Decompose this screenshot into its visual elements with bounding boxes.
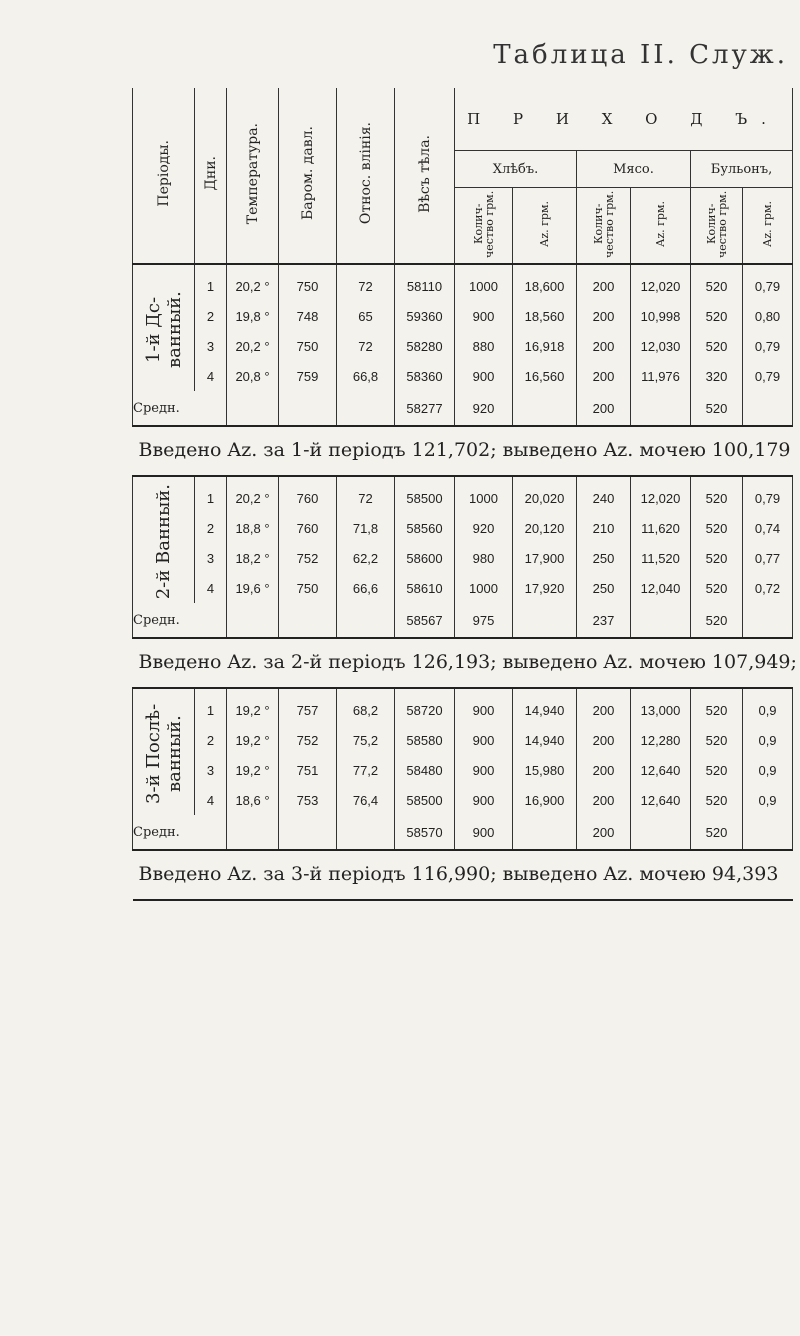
meat-az-header: Аz. грм. [631, 188, 691, 265]
weight-cell: 58610 [395, 573, 455, 603]
broth-az-cell: 0,9 [743, 725, 793, 755]
broth-qty-cell: 520 [691, 301, 743, 331]
average-label: Средн. [133, 391, 227, 426]
broth-qty-header: Колич- чество грм. [691, 188, 743, 265]
broth-qty-cell: 520 [691, 755, 743, 785]
table-row [133, 513, 793, 543]
weight-cell: 58560 [395, 513, 455, 543]
bread-qty-cell: 900 [455, 688, 513, 725]
weight-cell: 58480 [395, 755, 455, 785]
temperature-cell: 18,6 ° [227, 785, 279, 815]
period-label-cell: 3-й Послѣ-ванный. [133, 688, 195, 815]
average-bread-qty-cell: 975 [455, 603, 513, 638]
average-temperature-cell [227, 391, 279, 426]
average-meat-qty-cell: 200 [577, 815, 631, 850]
table-row [133, 543, 793, 573]
meat-az-cell: 11,976 [631, 361, 691, 391]
period-summary-text: Введено Az. за 2-й періодъ 126,193; выведено Az. мочею 107,949; [133, 638, 793, 688]
temperature-cell: 18,2 ° [227, 543, 279, 573]
average-label: Средн. [133, 603, 227, 638]
humidity-cell: 72 [337, 476, 395, 513]
broth-qty-cell: 520 [691, 573, 743, 603]
table-row [133, 573, 793, 603]
barometer-cell: 750 [279, 264, 337, 301]
table-row [133, 785, 793, 815]
bread-qty-cell: 900 [455, 361, 513, 391]
barometer-cell: 759 [279, 361, 337, 391]
humidity-cell: 72 [337, 331, 395, 361]
bread-az-cell: 16,900 [513, 785, 577, 815]
average-broth-az-cell [743, 603, 793, 638]
meat-qty-cell: 210 [577, 513, 631, 543]
meat-az-cell: 13,000 [631, 688, 691, 725]
broth-az-cell: 0,72 [743, 573, 793, 603]
meat-qty-cell: 200 [577, 725, 631, 755]
weight-cell: 58500 [395, 785, 455, 815]
meat-qty-cell: 200 [577, 264, 631, 301]
meat-qty-cell: 200 [577, 755, 631, 785]
broth-az-cell: 0,77 [743, 543, 793, 573]
broth-az-cell: 0,79 [743, 361, 793, 391]
period-label-cell: 1-й Дс-ванный. [133, 264, 195, 391]
temperature-cell: 19,8 ° [227, 301, 279, 331]
barometer-cell: 750 [279, 331, 337, 361]
weight-cell: 58580 [395, 725, 455, 755]
barometer-cell: 748 [279, 301, 337, 331]
humidity-cell: 77,2 [337, 755, 395, 785]
bread-az-cell: 18,560 [513, 301, 577, 331]
col-temperature: Температура. [227, 88, 279, 264]
average-weight-cell: 58277 [395, 391, 455, 426]
weight-cell: 58360 [395, 361, 455, 391]
average-meat-qty-cell: 237 [577, 603, 631, 638]
humidity-cell: 65 [337, 301, 395, 331]
table-body [133, 264, 797, 900]
average-barometer-cell [279, 815, 337, 850]
meat-header: Мясо. [577, 151, 691, 188]
meat-az-cell: 12,640 [631, 785, 691, 815]
broth-az-cell: 0,74 [743, 513, 793, 543]
bread-az-cell: 14,940 [513, 725, 577, 755]
day-cell: 1 [195, 688, 227, 725]
day-cell: 4 [195, 573, 227, 603]
humidity-cell: 66,8 [337, 361, 395, 391]
col-weight: Вѣсъ тѣла. [395, 88, 455, 264]
data-table-container [132, 88, 797, 901]
humidity-cell: 72 [337, 264, 395, 301]
col-days: Дни. [195, 88, 227, 264]
humidity-cell: 75,2 [337, 725, 395, 755]
table-row [133, 361, 793, 391]
col-periods: Періоды. [133, 88, 195, 264]
meat-qty-cell: 200 [577, 688, 631, 725]
broth-qty-cell: 520 [691, 785, 743, 815]
humidity-cell: 62,2 [337, 543, 395, 573]
bread-az-cell: 17,900 [513, 543, 577, 573]
temperature-cell: 19,2 ° [227, 755, 279, 785]
meat-az-cell: 11,620 [631, 513, 691, 543]
broth-az-header: Аz. грм. [743, 188, 793, 265]
average-meat-az-cell [631, 815, 691, 850]
barometer-cell: 750 [279, 573, 337, 603]
broth-az-cell: 0,79 [743, 331, 793, 361]
bread-qty-cell: 1000 [455, 476, 513, 513]
average-humidity-cell [337, 603, 395, 638]
broth-az-cell: 0,80 [743, 301, 793, 331]
meat-qty-cell: 250 [577, 573, 631, 603]
bread-az-cell: 16,560 [513, 361, 577, 391]
page-title: Таблица II. Служ. [493, 40, 788, 70]
broth-qty-cell: 520 [691, 725, 743, 755]
weight-cell: 58600 [395, 543, 455, 573]
temperature-cell: 19,2 ° [227, 725, 279, 755]
period-summary-text: Введено Az. за 3-й періодъ 116,990; выведено Az. мочею 94,393 [133, 850, 793, 900]
broth-qty-cell: 520 [691, 264, 743, 301]
humidity-cell: 66,6 [337, 573, 395, 603]
weight-cell: 58720 [395, 688, 455, 725]
average-row [133, 603, 793, 638]
average-meat-az-cell [631, 391, 691, 426]
broth-az-cell: 0,9 [743, 688, 793, 725]
period-summary-row [133, 850, 793, 900]
weight-cell: 59360 [395, 301, 455, 331]
temperature-cell: 18,8 ° [227, 513, 279, 543]
meat-qty-cell: 200 [577, 331, 631, 361]
day-cell: 4 [195, 785, 227, 815]
bread-az-cell: 14,940 [513, 688, 577, 725]
average-barometer-cell [279, 391, 337, 426]
average-bread-az-cell [513, 603, 577, 638]
barometer-cell: 751 [279, 755, 337, 785]
bread-qty-cell: 1000 [455, 264, 513, 301]
average-broth-qty-cell: 520 [691, 391, 743, 426]
bread-qty-cell: 920 [455, 513, 513, 543]
day-cell: 1 [195, 476, 227, 513]
meat-az-cell: 12,030 [631, 331, 691, 361]
bread-qty-cell: 900 [455, 725, 513, 755]
day-cell: 3 [195, 543, 227, 573]
income-header: П Р И Х О Д Ъ. [455, 88, 793, 151]
barometer-cell: 760 [279, 513, 337, 543]
broth-qty-cell: 520 [691, 543, 743, 573]
average-humidity-cell [337, 391, 395, 426]
temperature-cell: 19,2 ° [227, 688, 279, 725]
average-broth-qty-cell: 520 [691, 603, 743, 638]
broth-az-cell: 0,9 [743, 755, 793, 785]
bread-az-cell: 20,120 [513, 513, 577, 543]
table-row [133, 301, 793, 331]
day-cell: 2 [195, 725, 227, 755]
average-temperature-cell [227, 815, 279, 850]
humidity-cell: 71,8 [337, 513, 395, 543]
broth-header: Бульонъ, [691, 151, 793, 188]
average-meat-az-cell [631, 603, 691, 638]
meat-az-cell: 12,020 [631, 476, 691, 513]
day-cell: 4 [195, 361, 227, 391]
day-cell: 2 [195, 301, 227, 331]
meat-qty-header: Колич- чество грм. [577, 188, 631, 265]
period-label-cell: 2-й Ванный. [133, 476, 195, 603]
barometer-cell: 760 [279, 476, 337, 513]
meat-qty-cell: 250 [577, 543, 631, 573]
temperature-cell: 20,2 ° [227, 264, 279, 301]
meat-az-cell: 12,280 [631, 725, 691, 755]
average-meat-qty-cell: 200 [577, 391, 631, 426]
broth-qty-cell: 520 [691, 513, 743, 543]
barometer-cell: 752 [279, 543, 337, 573]
barometer-cell: 757 [279, 688, 337, 725]
broth-az-cell: 0,9 [743, 785, 793, 815]
meat-az-cell: 11,520 [631, 543, 691, 573]
meat-az-cell: 12,640 [631, 755, 691, 785]
average-broth-az-cell [743, 391, 793, 426]
table-row [133, 688, 793, 725]
average-bread-qty-cell: 920 [455, 391, 513, 426]
bread-qty-cell: 900 [455, 755, 513, 785]
average-row [133, 815, 793, 850]
meat-az-cell: 12,020 [631, 264, 691, 301]
meat-qty-cell: 240 [577, 476, 631, 513]
temperature-cell: 20,2 ° [227, 476, 279, 513]
meat-az-cell: 10,998 [631, 301, 691, 331]
bread-qty-cell: 880 [455, 331, 513, 361]
table-row [133, 725, 793, 755]
average-bread-az-cell [513, 391, 577, 426]
temperature-cell: 19,6 ° [227, 573, 279, 603]
bread-qty-cell: 900 [455, 301, 513, 331]
table-row [133, 331, 793, 361]
average-humidity-cell [337, 815, 395, 850]
table-row [133, 476, 793, 513]
table-header [133, 88, 793, 264]
period-summary-row [133, 638, 793, 688]
table-row [133, 755, 793, 785]
average-bread-az-cell [513, 815, 577, 850]
col-humidity: Относ. влінія. [337, 88, 395, 264]
average-row [133, 391, 793, 426]
period-summary-text: Введено Az. за 1-й періодъ 121,702; выведено Az. мочею 100,179 [133, 426, 793, 476]
period-summary-row [133, 426, 793, 476]
meat-qty-cell: 200 [577, 301, 631, 331]
day-cell: 1 [195, 264, 227, 301]
weight-cell: 58110 [395, 264, 455, 301]
broth-qty-cell: 520 [691, 331, 743, 361]
bread-qty-cell: 1000 [455, 573, 513, 603]
broth-az-cell: 0,79 [743, 264, 793, 301]
barometer-cell: 753 [279, 785, 337, 815]
broth-az-cell: 0,79 [743, 476, 793, 513]
temperature-cell: 20,8 ° [227, 361, 279, 391]
day-cell: 3 [195, 755, 227, 785]
bread-qty-header: Колич- чество грм. [455, 188, 513, 265]
bread-az-header: Аz. грм. [513, 188, 577, 265]
average-bread-qty-cell: 900 [455, 815, 513, 850]
broth-qty-cell: 520 [691, 476, 743, 513]
humidity-cell: 76,4 [337, 785, 395, 815]
weight-cell: 58280 [395, 331, 455, 361]
day-cell: 2 [195, 513, 227, 543]
bread-header: Хлѣбъ. [455, 151, 577, 188]
average-label: Средн. [133, 815, 227, 850]
bread-az-cell: 16,918 [513, 331, 577, 361]
bread-az-cell: 18,600 [513, 264, 577, 301]
bread-az-cell: 17,920 [513, 573, 577, 603]
average-weight-cell: 58567 [395, 603, 455, 638]
average-weight-cell: 58570 [395, 815, 455, 850]
table-row [133, 264, 793, 301]
day-cell: 3 [195, 331, 227, 361]
weight-cell: 58500 [395, 476, 455, 513]
bread-qty-cell: 900 [455, 785, 513, 815]
broth-qty-cell: 520 [691, 688, 743, 725]
meat-az-cell: 12,040 [631, 573, 691, 603]
meat-qty-cell: 200 [577, 361, 631, 391]
average-broth-az-cell [743, 815, 793, 850]
average-barometer-cell [279, 603, 337, 638]
bread-az-cell: 15,980 [513, 755, 577, 785]
barometer-cell: 752 [279, 725, 337, 755]
temperature-cell: 20,2 ° [227, 331, 279, 361]
humidity-cell: 68,2 [337, 688, 395, 725]
meat-qty-cell: 200 [577, 785, 631, 815]
broth-qty-cell: 320 [691, 361, 743, 391]
average-broth-qty-cell: 520 [691, 815, 743, 850]
average-temperature-cell [227, 603, 279, 638]
bread-qty-cell: 980 [455, 543, 513, 573]
data-table [132, 88, 797, 901]
col-barometer: Баром. давл. [279, 88, 337, 264]
bread-az-cell: 20,020 [513, 476, 577, 513]
